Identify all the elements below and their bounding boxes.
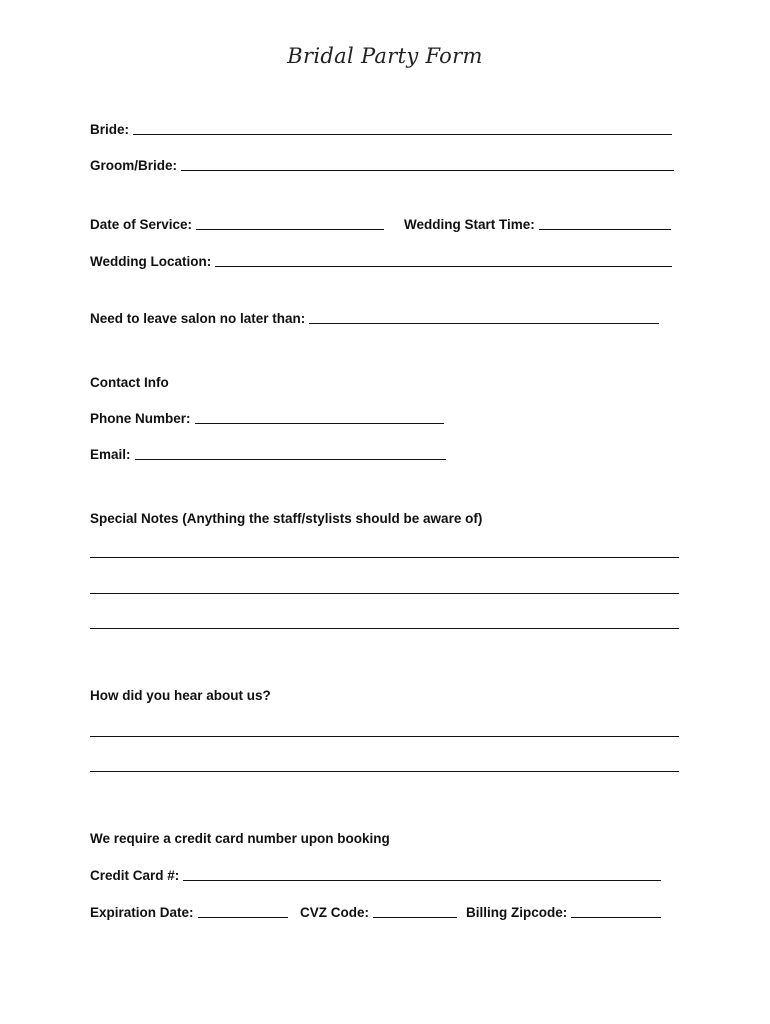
phone-number-label: Phone Number:: [90, 411, 191, 426]
email-label: Email:: [90, 447, 131, 462]
cvz-code-field[interactable]: [373, 904, 457, 918]
cvz-code-label: CVZ Code:: [300, 905, 369, 920]
wedding-location-label: Wedding Location:: [90, 254, 212, 269]
groom-bride-row: [90, 153, 674, 173]
expiration-date-row: [90, 900, 288, 920]
cvz-code-row: [300, 900, 457, 920]
leave-salon-label: Need to leave salon no later than:: [90, 311, 306, 326]
special-notes-line-3[interactable]: [90, 628, 679, 629]
wedding-start-time-label: Wedding Start Time:: [404, 217, 535, 232]
groom-bride-field[interactable]: [181, 157, 674, 171]
bride-label: Bride:: [90, 122, 130, 137]
date-of-service-row: [90, 212, 384, 232]
date-of-service-label: Date of Service:: [90, 217, 193, 232]
payment-heading: We require a credit card number upon booking: [90, 831, 390, 846]
wedding-start-time-field[interactable]: [539, 216, 671, 230]
wedding-location-row: [90, 249, 672, 269]
bride-field[interactable]: [133, 121, 672, 135]
special-notes-heading-row: [90, 506, 482, 526]
leave-salon-field[interactable]: [309, 310, 659, 324]
referral-line-2[interactable]: [90, 771, 679, 772]
billing-zipcode-field[interactable]: [571, 904, 661, 918]
form-title: Bridal Party Form: [287, 44, 483, 68]
wedding-location-field[interactable]: [215, 253, 672, 267]
referral-heading-row: [90, 683, 271, 703]
phone-number-field[interactable]: [195, 410, 444, 424]
special-notes-line-1[interactable]: [90, 557, 679, 558]
contact-info-heading: Contact Info: [90, 375, 169, 390]
email-field[interactable]: [135, 446, 446, 460]
credit-card-field[interactable]: [183, 867, 661, 881]
billing-zipcode-row: [466, 900, 661, 920]
email-row: [90, 442, 446, 462]
billing-zipcode-label: Billing Zipcode:: [466, 905, 568, 920]
referral-heading: How did you hear about us?: [90, 688, 271, 703]
bride-row: [90, 117, 672, 137]
special-notes-line-2[interactable]: [90, 593, 679, 594]
leave-salon-row: [90, 306, 659, 326]
phone-number-row: [90, 406, 444, 426]
contact-info-heading-row: [90, 370, 169, 390]
special-notes-heading: Special Notes (Anything the staff/stylists should be aware of): [90, 511, 483, 526]
date-of-service-field[interactable]: [196, 216, 384, 230]
groom-bride-label: Groom/Bride:: [90, 158, 178, 173]
referral-line-1[interactable]: [90, 736, 679, 737]
expiration-date-label: Expiration Date:: [90, 905, 194, 920]
payment-heading-row: [90, 826, 390, 846]
credit-card-row: [90, 863, 661, 883]
expiration-date-field[interactable]: [198, 904, 288, 918]
credit-card-label: Credit Card #:: [90, 868, 180, 883]
wedding-start-time-row: [404, 212, 671, 232]
